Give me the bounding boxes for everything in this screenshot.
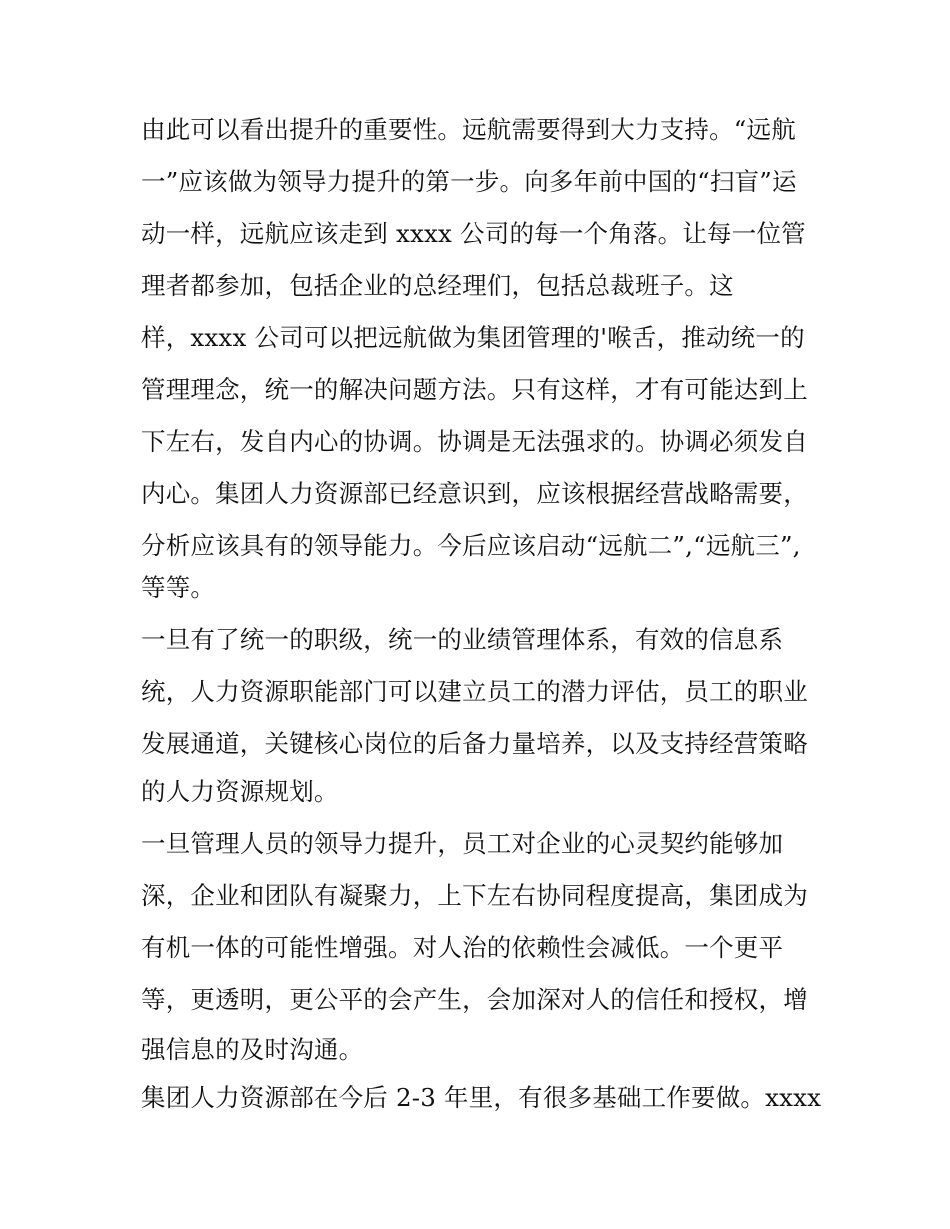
text-line: 下左右，发自内心的协调。协调是无法强求的。协调必须发自 [141, 427, 808, 456]
text-line: 集团人力资源部在今后 2-3 年里，有很多基础工作要做。xxxx [141, 1083, 822, 1112]
text-line: 由此可以看出提升的重要性。远航需要得到大力支持。“远航 [141, 115, 796, 144]
text-line: 发展通道，关键核心岗位的后备力量培养，以及支持经营策略 [141, 729, 808, 758]
text-line: 统，人力资源职能部门可以建立员工的潜力评估，员工的职业 [141, 677, 808, 706]
text-line: 一旦管理人员的领导力提升，员工对企业的心灵契约能够加 [141, 829, 784, 858]
text-line: 有机一体的可能性增强。对人治的依赖性会减低。一个更平 [141, 933, 784, 962]
text-line: 分析应该具有的领导能力。今后应该启动“远航二”,“远航三”, [141, 531, 801, 560]
text-line: 样，xxxx 公司可以把远航做为集团管理的'喉舌，推动统一的 [141, 323, 805, 352]
text-line: 管理理念，统一的解决问题方法。只有这样，才有可能达到上 [141, 375, 808, 404]
text-line: 强信息的及时沟通。 [141, 1035, 364, 1064]
text-line: 内心。集团人力资源部已经意识到，应该根据经营战略需要， [141, 479, 808, 508]
text-line: 等，更透明，更公平的会产生，会加深对人的信任和授权，增 [141, 985, 808, 1014]
text-line: 深，企业和团队有凝聚力，上下左右协同程度提高，集团成为 [141, 881, 808, 910]
text-line: 理者都参加，包括企业的总经理们，包括总裁班子。这 [141, 271, 734, 300]
text-line: 一”应该做为领导力提升的第一步。向多年前中国的“扫盲”运 [141, 167, 797, 196]
text-line: 动一样，远航应该走到 xxxx 公司的每一个角落。让每一位管 [141, 219, 806, 248]
text-line: 的人力资源规划。 [141, 777, 339, 806]
text-line: 一旦有了统一的职级，统一的业绩管理体系，有效的信息系 [141, 625, 784, 654]
text-line: 等等。 [141, 573, 216, 602]
